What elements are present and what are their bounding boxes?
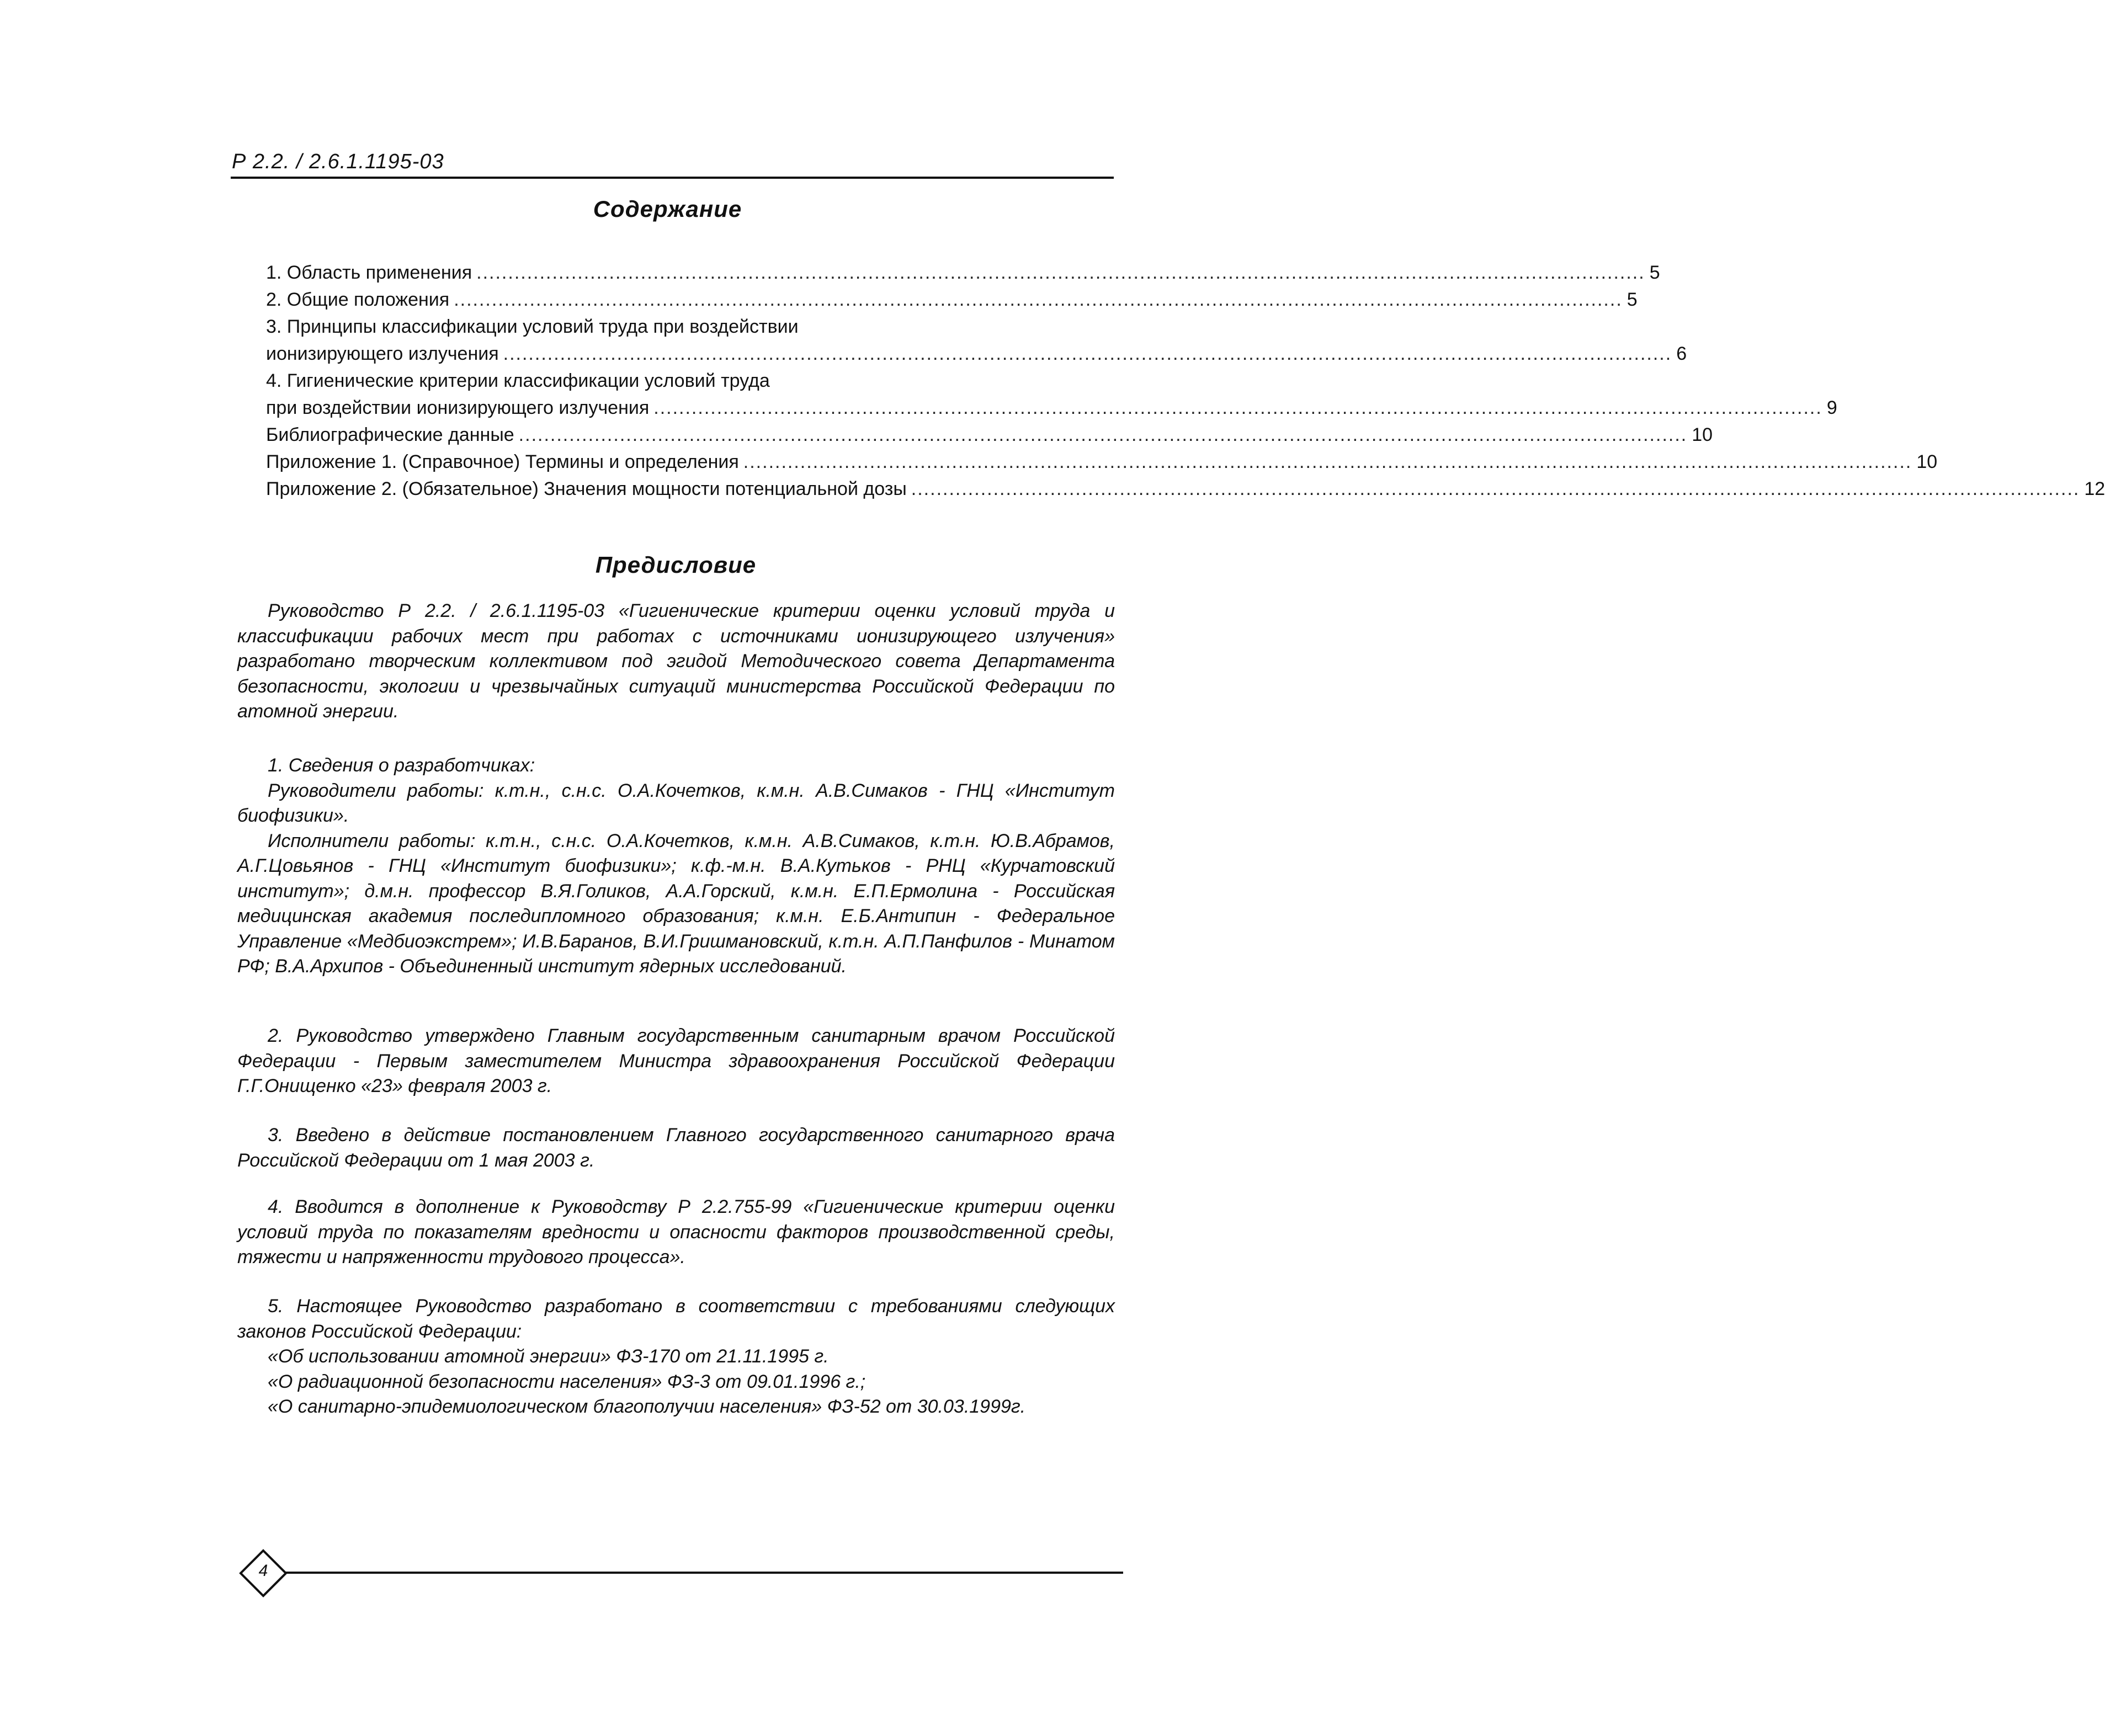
footer-rule xyxy=(279,1572,1123,1574)
toc-item[interactable] xyxy=(266,313,1110,340)
table-of-contents xyxy=(266,259,2105,503)
header-rule xyxy=(231,177,1114,179)
enactment-paragraph: 3. Введено в действие постановлением Главного государственного санитарного врача Российской Федерации от 1 мая 2003 г. xyxy=(237,1125,1115,1171)
toc-item-label: 4. Гигиенические критерии классификации условий труда xyxy=(266,370,770,391)
law-item: «Об использовании атомной энергии» ФЗ-170 от 21.11.1995 г. xyxy=(268,1346,829,1367)
toc-item-label: при воздействии ионизирующего излучения xyxy=(266,397,650,418)
developers-heading: 1. Сведения о разработчиках: xyxy=(268,755,535,776)
laws-section xyxy=(237,1294,1115,1420)
toc-item-page: 5 xyxy=(1626,289,1638,310)
enactment-section xyxy=(237,1123,1115,1173)
preface-intro: Руководство Р 2.2. / 2.6.1.1195-03 «Гигиенические критерии оценки условий труда и классификации рабочих мест при работах с источниками ионизирующего излучения» разработано творческим коллективом под эгидой Методического совета Департамента безопасности, экологии и чрезвычайных ситуаций министерства Российской Федерации по атомной энергии. xyxy=(237,600,1115,722)
toc-item-label: 2. Общие положения xyxy=(266,289,450,310)
toc-item-label: Библиографические данные xyxy=(266,424,514,445)
toc-item[interactable] xyxy=(266,422,1713,449)
toc-item[interactable] xyxy=(266,368,1110,395)
toc-item[interactable] xyxy=(266,449,1938,476)
approval-section xyxy=(237,1024,1115,1099)
toc-item-label: 3. Принципы классификации условий труда при воздействии xyxy=(266,316,799,337)
toc-leader-dots: ......................................................................................................................................................................................... xyxy=(503,343,1672,364)
supplement-section xyxy=(237,1195,1115,1270)
toc-item-page: 12 xyxy=(2084,478,2105,499)
toc-leader-dots: ......................................................................................................................................................................................... xyxy=(743,451,1912,472)
laws-paragraph: 5. Настоящее Руководство разработано в соответствии с требованиями следующих законов Российской Федерации: xyxy=(237,1296,1115,1342)
developers-executors: Исполнители работы: к.т.н., с.н.с. О.А.Кочетков, к.м.н. А.В.Симаков, к.т.н. Ю.В.Абрамов, А.Г.Цовьянов - ГНЦ «Институт биофизики»; к.ф.-м.н. В.А.Кутьков - РНЦ «Курчатовский институт»; д.м.н. профессор В.Я.Голиков, А.А.Горский, к.м.н. Е.П.Ермолина - Российская медицинская академия последипломного образования; к.м.н. Е.Б.Антипин - Федеральное Управление «Медбиоэкстрем»; И.В.Баранов, В.И.Гришмановский, к.т.н. А.П.Панфилов - Минатом РФ; В.А.Архипов - Объединенный институт ядерных исследований. xyxy=(237,830,1115,977)
toc-leader-dots: ......................................................................................................................................................................................... xyxy=(518,424,1688,445)
toc-item[interactable] xyxy=(266,395,1837,422)
toc-item[interactable] xyxy=(266,286,1638,313)
toc-leader-dots: ......................................................................................................................................................................................... xyxy=(454,289,1623,310)
toc-item[interactable] xyxy=(266,340,1687,368)
developers-section xyxy=(237,753,1115,979)
toc-item-page: 6 xyxy=(1676,343,1687,364)
supplement-paragraph: 4. Вводится в дополнение к Руководству Р 2.2.755-99 «Гигиенические критерии оценки условий труда по показателям вредности и опасности факторов производственной среды, тяжести и напряженности трудового процесса». xyxy=(237,1196,1115,1268)
law-item: «О радиационной безопасности населения» ФЗ-3 от 09.01.1996 г.; xyxy=(268,1371,866,1392)
toc-item[interactable] xyxy=(266,476,2105,503)
toc-item-page: 5 xyxy=(1649,262,1660,283)
toc-leader-dots: ......................................................................................................................................................................................... xyxy=(476,262,1645,283)
toc-item-label: ионизирующего излучения xyxy=(266,343,499,364)
toc-leader-dots: ......................................................................................................................................................................................... xyxy=(653,397,1822,418)
toc-title: Содержание xyxy=(593,196,742,222)
toc-item-page: 10 xyxy=(1692,424,1713,445)
toc-item-label: Приложение 1. (Справочное) Термины и определения xyxy=(266,451,739,472)
toc-item-page: 9 xyxy=(1826,397,1837,418)
preface-intro-section xyxy=(237,599,1115,725)
toc-item-label: 1. Область применения xyxy=(266,262,472,283)
law-item: «О санитарно-эпидемиологическом благополучии населения» ФЗ-52 от 30.03.1999г. xyxy=(268,1396,1026,1417)
preface-title: Предисловие xyxy=(595,552,757,578)
toc-item[interactable] xyxy=(266,259,1660,286)
toc-item-page: 10 xyxy=(1916,451,1938,472)
page-number: 4 xyxy=(258,1562,268,1580)
toc-item-label: Приложение 2. (Обязательное) Значения мощности потенциальной дозы xyxy=(266,478,907,499)
document-code: Р 2.2. / 2.6.1.1195-03 xyxy=(232,150,444,173)
approval-paragraph: 2. Руководство утверждено Главным государственным санитарным врачом Российской Федерации - Первым заместителем Министра здравоохранения Российской Федерации Г.Г.Онищенко «23» февраля 2003 г. xyxy=(237,1025,1115,1096)
developers-leaders: Руководители работы: к.т.н., с.н.с. О.А.Кочетков, к.м.н. А.В.Симаков - ГНЦ «Институт биофизики». xyxy=(237,780,1115,826)
toc-leader-dots: ......................................................................................................................................................................................... xyxy=(911,478,2080,499)
